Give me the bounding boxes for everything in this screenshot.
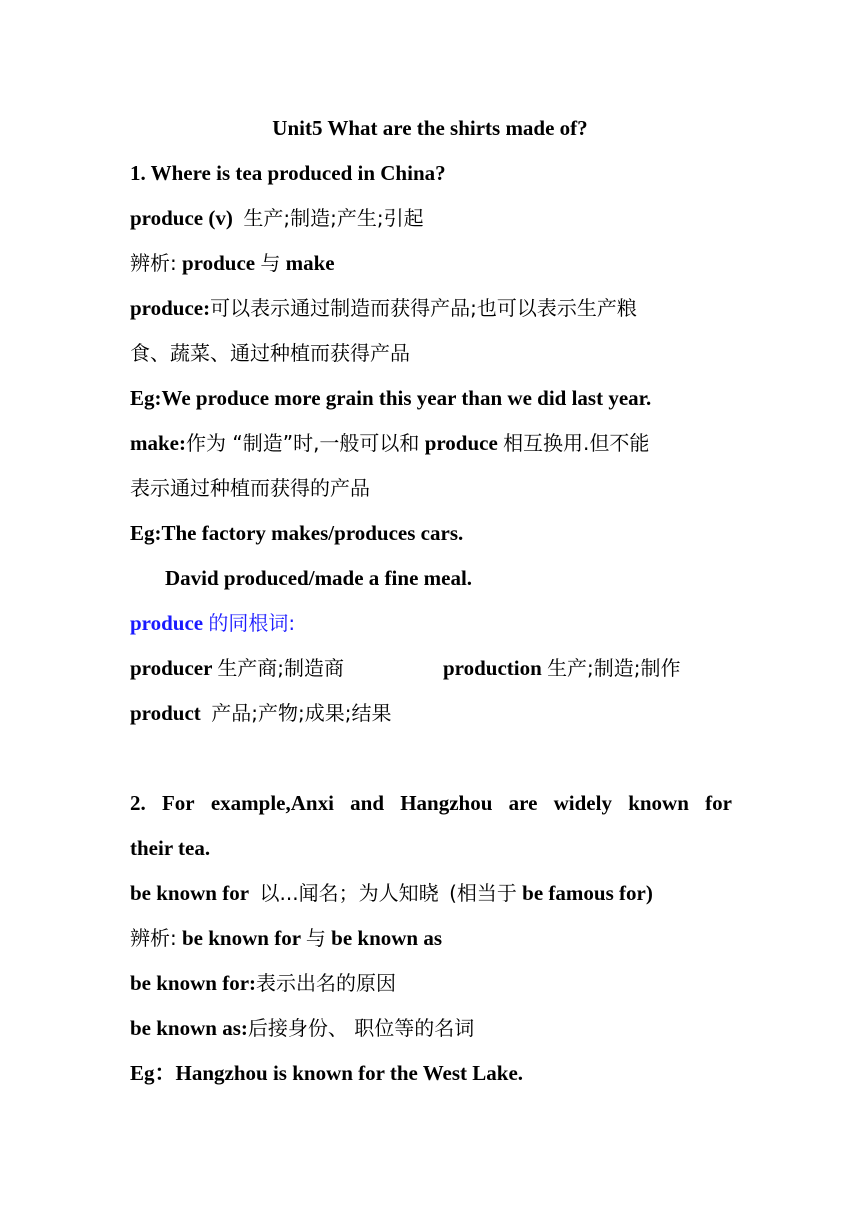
- example-sentence-3: David produced/made a fine meal.: [165, 566, 473, 590]
- make-explanation-word: produce: [424, 431, 498, 455]
- comparison-conjunction: 与: [305, 926, 326, 950]
- comparison-heading-1: [130, 249, 732, 277]
- cognate-heading: [130, 609, 732, 637]
- known-for-explanation-text: 表示出名的原因: [256, 971, 397, 995]
- comparison-term-a: be known for: [182, 926, 301, 950]
- known-for-explanation: [130, 969, 732, 997]
- produce-explanation-line-1: [130, 294, 732, 322]
- produce-explanation-line-2: [130, 339, 732, 367]
- known-for-term: be known for: [130, 881, 250, 905]
- question-2-line-1: [130, 789, 732, 817]
- make-explanation-text-3: 表示通过种植而获得的产品: [130, 476, 370, 500]
- known-for-meaning: 以...闻名；为人知晓: [259, 881, 439, 905]
- q2-word: widely: [553, 791, 612, 815]
- q2-word: Hangzhou: [400, 791, 493, 815]
- produce-explanation-text-cont: 食、蔬菜、通过种植而获得产品: [130, 341, 410, 365]
- comparison-conjunction: 与: [260, 251, 281, 275]
- q2-word: example,Anxi: [210, 791, 334, 815]
- comparison-term-a: produce: [182, 251, 256, 275]
- comparison-term-b: make: [285, 251, 335, 275]
- cognate-label: 的同根词:: [208, 611, 296, 635]
- definition-meaning: 生产;制造;产生;引起: [243, 206, 424, 230]
- known-as-explanation: [130, 1014, 732, 1042]
- q2-word: are: [508, 791, 538, 815]
- cognate-production-meaning: 生产;制造;制作: [547, 656, 681, 680]
- example-sentence-2: Eg:The factory makes/produces cars.: [130, 521, 464, 545]
- known-for-paren: (相当于: [449, 881, 517, 905]
- example-label: Eg：: [130, 1061, 176, 1085]
- cognate-word: produce: [130, 611, 204, 635]
- q2-word: and: [350, 791, 384, 815]
- make-explanation-line-2: [130, 474, 732, 502]
- comparison-term-b: be known as: [331, 926, 443, 950]
- produce-explanation-term: produce:: [130, 296, 211, 320]
- known-for-equivalent: be famous for): [522, 881, 653, 905]
- q2-word: known: [628, 791, 689, 815]
- produce-definition: [130, 204, 732, 232]
- cognate-row-2: [130, 699, 732, 727]
- known-as-explanation-term: be known as:: [130, 1016, 248, 1040]
- question-1: 1. Where is tea produced in China?: [130, 161, 446, 185]
- known-as-explanation-text: 后接身份、 职位等的名词: [247, 1016, 475, 1040]
- q2-word: for: [705, 791, 732, 815]
- definition-term: produce (v): [130, 206, 233, 230]
- example-text: Hangzhou is known for the West Lake.: [175, 1061, 524, 1085]
- question-2-line-2: their tea.: [130, 836, 211, 860]
- comparison-heading-2: [130, 924, 732, 952]
- make-explanation-term: make:: [130, 431, 186, 455]
- known-for-definition: [130, 879, 732, 907]
- make-explanation-line-1: [130, 429, 732, 457]
- example-sentence-1: Eg:We produce more grain this year than we did last year.: [130, 386, 652, 410]
- comparison-label: 辨析:: [130, 251, 177, 275]
- comparison-label: 辨析:: [130, 926, 177, 950]
- cognate-product-meaning: 产品;产物;成果;结果: [211, 701, 392, 725]
- cognate-row-1: [130, 654, 732, 682]
- cognate-production: production: [443, 656, 542, 680]
- cognate-producer-meaning: 生产商;制造商: [217, 656, 345, 680]
- cognate-producer: producer: [130, 656, 213, 680]
- cognate-production-group: [443, 654, 681, 682]
- q2-word: 2.: [130, 791, 146, 815]
- cognate-product: product: [130, 701, 201, 725]
- produce-explanation-text: 可以表示通过制造而获得产品;也可以表示生产粮: [210, 296, 637, 320]
- example-sentence-4: [130, 1059, 732, 1087]
- page-title: Unit5 What are the shirts made of?: [272, 116, 588, 140]
- q2-word: For: [161, 791, 195, 815]
- make-explanation-text-2: 相互换用.但不能: [503, 431, 650, 455]
- make-explanation-text: 作为 “制造”时,一般可以和: [186, 431, 420, 455]
- known-for-explanation-term: be known for:: [130, 971, 257, 995]
